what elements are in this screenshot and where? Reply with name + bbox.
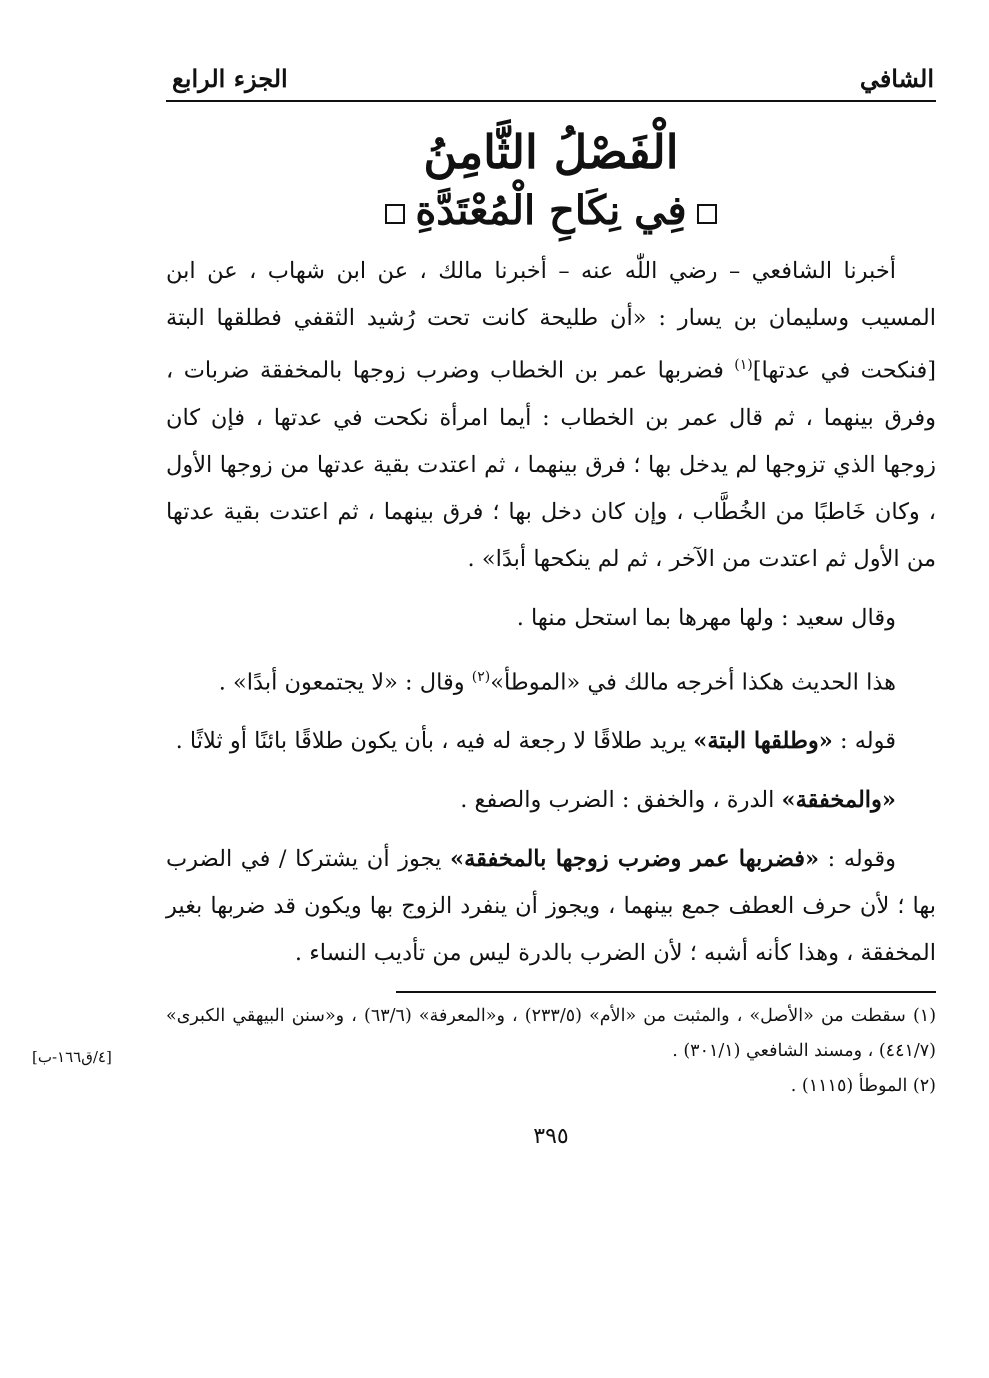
paragraph-text: فضربها عمر بن الخطاب وضرب زوجها بالمخفقة ضربات ، وفرق بينهما ، ثم قال عمر بن الخطاب : أيما امرأة نكحت في عدتها ، فإن كان زوجها الذي تزوجها لم يدخل بها ؛ فرق بينهما ، ثم اعتدت بقية عدتها من زوجها الأول ، وكان خَاطبًا من الخُطَّاب ، وإن كان دخل بها ؛ فرق بينهما ، ثم اعتدت بقية عدتها من الأول ثم اعتدت من الآخر ، ثم لم ينكحها أبدًا» . (166, 357, 936, 572)
footnote-ref: (١) (734, 357, 753, 373)
paragraph-text: الدرة ، والخفق : الضرب والصفع . (460, 787, 782, 813)
footnote-2: (٢) الموطأ (١١١٥) . (790, 1076, 936, 1096)
footnotes (166, 999, 936, 1104)
chapter-title: الْفَصْلُ الثَّامِنُ (423, 125, 679, 179)
footnote-ref: (٢) (471, 668, 491, 685)
paragraph-said (166, 595, 936, 642)
paragraph-text: وقال سعيد : ولها مهرها بما استحل منها . (516, 604, 896, 631)
footnote-divider (396, 991, 936, 993)
quoted-term: «فضربها عمر وضرب زوجها بالمخفقة» (450, 846, 820, 872)
page-number: ٣٩٥ (533, 1124, 569, 1149)
ornament-square-icon (697, 204, 717, 224)
quoted-term: «وطلقها البتة» (693, 728, 833, 754)
paragraph-text: وقوله : (819, 846, 896, 872)
paragraph-commentary-3 (166, 836, 936, 977)
volume-header: الجزء الرابع (172, 64, 288, 93)
paragraph-source (166, 654, 936, 707)
running-head (166, 56, 936, 102)
manuscript-folio-note: [٤/ق١٦٦-ب] (32, 1048, 112, 1066)
ornament-square-icon (385, 204, 405, 224)
paragraph-hadith (166, 248, 936, 583)
paragraph-commentary-2 (166, 777, 936, 824)
paragraph-text: قوله : (832, 728, 896, 754)
paragraph-text: وقال : «لا يجتمعون أبدًا» . (218, 669, 472, 695)
paragraph-commentary-1 (166, 718, 936, 765)
paragraph-text: يجوز أن يشتركا / في الضرب بها ؛ لأن حرف العطف جمع بينهما ، ويجوز أن ينفرد الزوج بها ويكون قد ضربها بغير المخفقة ، وهذا كأنه أشبه ؛ لأن الضرب بالدرة ليس من تأديب النساء . (166, 846, 936, 966)
chapter-subtitle-line (166, 184, 936, 238)
paragraph-text: أخبرنا الشافعي – رضي اللّٰه عنه – أخبرنا مالك ، عن ابن شهاب ، عن ابن المسيب وسليمان بن يسار : «أن طليحة كانت تحت رُشيد الثقفي فطلقها البتة [فنكحت في عدتها] (166, 258, 936, 384)
footnote-1: (١) سقطت من «الأصل» ، والمثبت من «الأم» (٢٣٣/٥) ، و«المعرفة» (٦٣/٦) ، و«سنن البيهقي الكبرى» (٤٤١/٧) ، ومسند الشافعي (٣٠١/١) . (166, 1006, 937, 1061)
book-title-header: الشافي (859, 64, 934, 93)
quoted-term: «والمخفقة» (781, 787, 896, 813)
paragraph-text: هذا الحديث هكذا أخرجه مالك في «الموطأ» (490, 669, 896, 695)
chapter-subtitle: فِي نِكَاحِ الْمُعْتَدَّةِ (415, 187, 687, 234)
paragraph-text: يريد طلاقًا لا رجعة له فيه ، بأن يكون طلاقًا بائنًا أو ثلاثًا . (175, 728, 694, 754)
book-page (32, 56, 937, 1149)
